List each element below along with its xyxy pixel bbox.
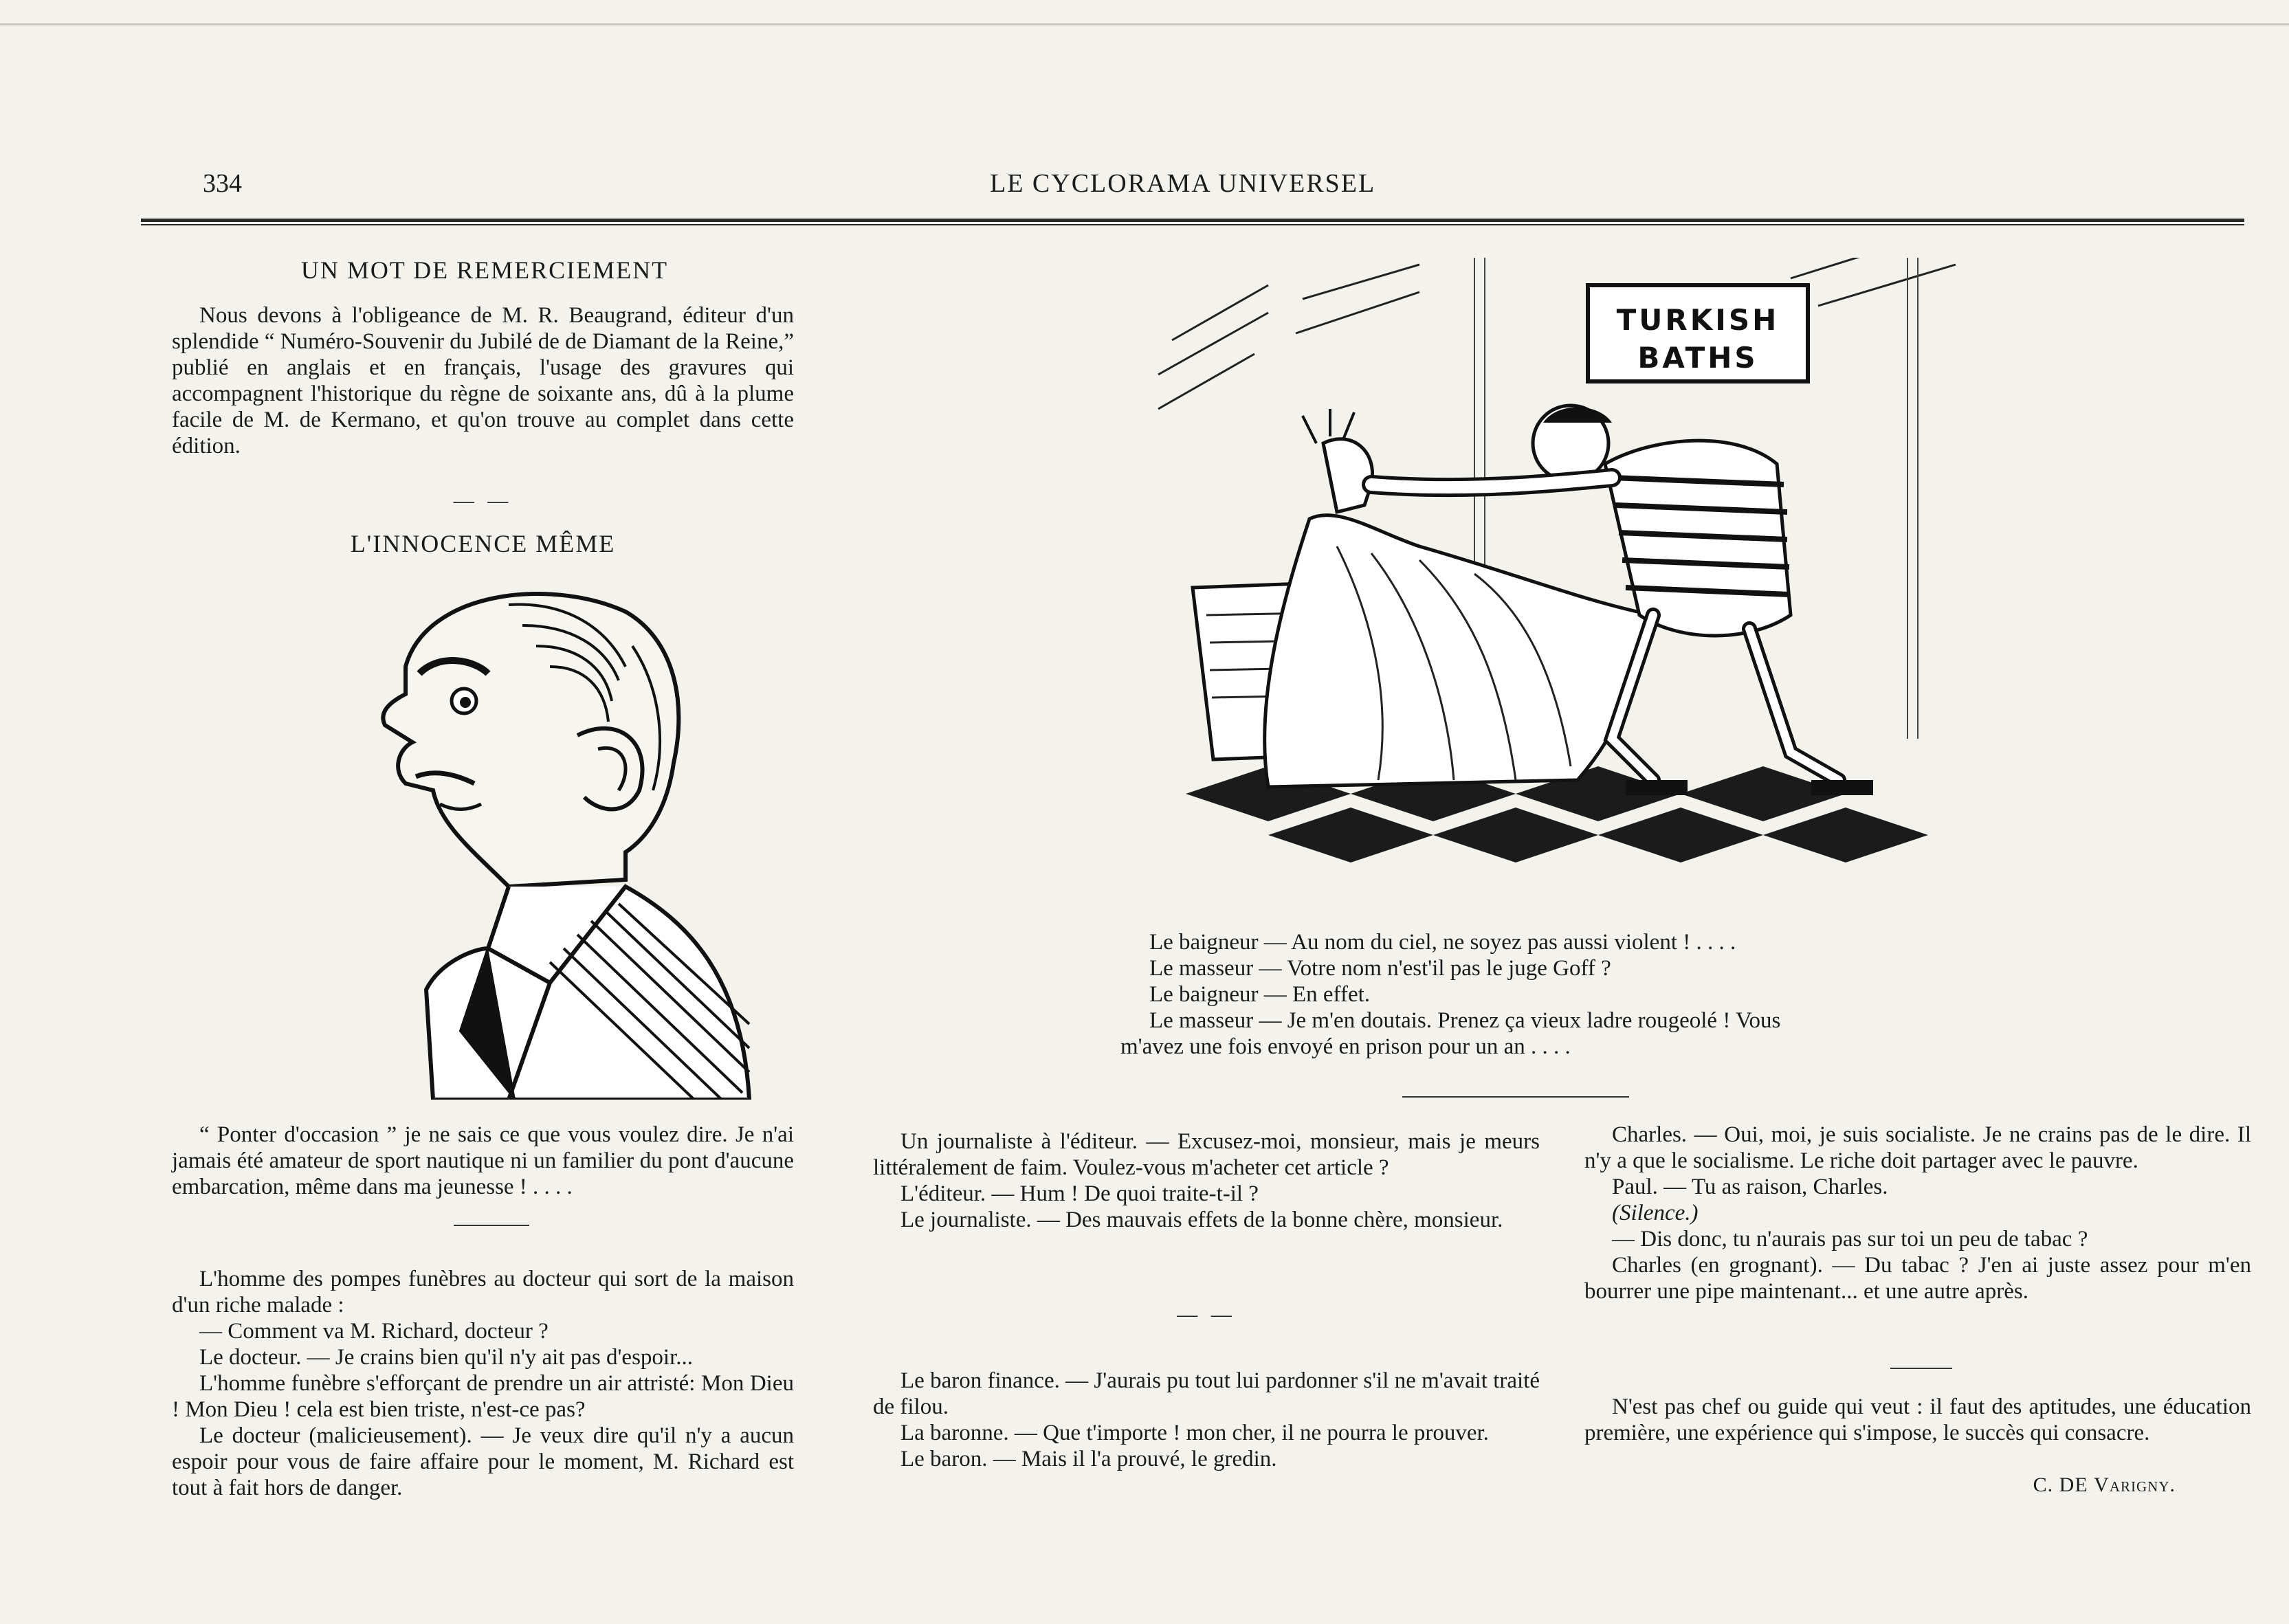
header-rule-thin bbox=[141, 224, 2244, 225]
anecdote-line: Charles (en grognant). — Du tabac ? J'en ai juste assez pour m'en bourrer une pipe maintenant... et une autre après. bbox=[1584, 1253, 2251, 1304]
article-body bbox=[172, 302, 794, 459]
anecdote-line: Le journaliste. — Des mauvais effets de la bonne chère, monsieur. bbox=[900, 1208, 1503, 1232]
anecdote-line: Charles. — Oui, moi, je suis socialiste. Je ne crains pas de le dire. Il n'y a que le socialisme. Le riche doit partager avec le pauvre. bbox=[1584, 1122, 2251, 1173]
caption-line: Le masseur — Votre nom n'est'il pas le juge Goff ? bbox=[1149, 956, 1611, 981]
caption-line: Le baigneur — En effet. bbox=[1149, 982, 1371, 1007]
anecdote-socialist bbox=[1584, 1122, 2251, 1304]
page-number: 334 bbox=[203, 169, 242, 198]
anecdote-line: — Dis donc, tu n'aurais pas sur toi un peu de tabac ? bbox=[1612, 1227, 2088, 1252]
anecdote-line: Le baron. — Mais il l'a prouvé, le gredin. bbox=[900, 1447, 1277, 1471]
separator-rule bbox=[1890, 1368, 1952, 1369]
anecdote-line: Paul. — Tu as raison, Charles. bbox=[1612, 1175, 1888, 1199]
anecdote-line: L'homme funèbre s'efforçant de prendre un air attristé: Mon Dieu ! Mon Dieu ! cela est bien triste, n'est-ce pas? bbox=[172, 1371, 794, 1422]
article-heading: UN MOT DE REMERCIEMENT bbox=[300, 256, 669, 284]
top-edge-line bbox=[0, 23, 2289, 25]
anecdote-line: Le baron finance. — J'aurais pu tout lui pardonner s'il ne m'avait traité de filou. bbox=[873, 1368, 1540, 1419]
cartoon-caption bbox=[1120, 929, 2014, 1060]
article-heading: L'INNOCENCE MÊME bbox=[350, 530, 616, 557]
caption-line: m'avez une fois envoyé en prison pour un an . . . . bbox=[1120, 1034, 1571, 1059]
caption-paragraph: “ Ponter d'occasion ” je ne sais ce que vous voulez dire. Je n'ai jamais été amateur de sport nautique ni un familier du pont d'aucune embarcation, même dans ma jeunesse ! . . . . bbox=[172, 1122, 794, 1199]
separator-rule bbox=[454, 1225, 529, 1226]
anecdote-line: (Silence.) bbox=[1612, 1201, 1699, 1225]
anecdote-line: La baronne. — Que t'importe ! mon cher, il ne pourra le prouver. bbox=[900, 1421, 1489, 1445]
anecdote-line: Le docteur (malicieusement). — Je veux dire qu'il n'y a aucun espoir pour vous de faire affaire pour le moment, M. Richard est tout à fait hors de danger. bbox=[172, 1423, 794, 1500]
sign-text-top: TURKISH bbox=[1616, 303, 1780, 337]
article-paragraph: Nous devons à l'obligeance de M. R. Beaugrand, éditeur d'un splendide “ Numéro-Souvenir du Jubilé de de Diamant de la Reine,” publié en anglais et en français, l'usage des gravures qui accompagnent l'historique du règne de soixante ans, dû à la plume facile de M. de Kermano, et qu'on trouve au complet dans cette édition. bbox=[172, 303, 794, 458]
maxim-paragraph bbox=[1584, 1394, 2251, 1446]
caption-line: Le baigneur — Au nom du ciel, ne soyez pas aussi violent ! . . . . bbox=[1149, 930, 1736, 955]
sign-text-bottom: BATHS bbox=[1637, 341, 1758, 375]
anecdote-undertaker bbox=[172, 1266, 794, 1501]
header-rule bbox=[141, 219, 2244, 222]
signature-name: Varigny. bbox=[2094, 1473, 2176, 1496]
maxim-text: N'est pas chef ou guide qui veut : il faut des aptitudes, une éducation première, une expérience qui s'impose, le succès qui consacre. bbox=[1584, 1394, 2251, 1445]
section-divider: — — bbox=[453, 489, 513, 512]
anecdote-journalist bbox=[873, 1128, 1540, 1233]
page-header bbox=[141, 168, 2244, 210]
caption-line: Le masseur — Je m'en doutais. Prenez ça vieux ladre rougeolé ! Vous bbox=[1149, 1008, 1781, 1033]
anecdote-line: Un journaliste à l'éditeur. — Excusez-moi, monsieur, mais je meurs littéralement de faim. Voulez-vous m'acheter cet article ? bbox=[873, 1129, 1540, 1180]
anecdote-line: L'éditeur. — Hum ! De quoi traite-t-il ? bbox=[900, 1181, 1259, 1206]
caricature-illustration bbox=[302, 564, 770, 1100]
illustration-caption bbox=[172, 1122, 794, 1200]
turkish-baths-cartoon bbox=[1131, 258, 1993, 893]
page-title: LE CYCLORAMA UNIVERSEL bbox=[990, 169, 1376, 198]
separator-rule bbox=[1402, 1096, 1629, 1098]
anecdote-baron bbox=[873, 1368, 1540, 1472]
signature bbox=[1584, 1473, 2176, 1497]
section-divider: — — bbox=[1177, 1303, 1236, 1326]
anecdote-line: — Comment va M. Richard, docteur ? bbox=[199, 1319, 549, 1344]
anecdote-line: Le docteur. — Je crains bien qu'il n'y ait pas d'espoir... bbox=[199, 1345, 694, 1370]
anecdote-line: L'homme des pompes funèbres au docteur qui sort de la maison d'un riche malade : bbox=[172, 1267, 794, 1317]
signature-initial: C. DE bbox=[2033, 1473, 2094, 1496]
